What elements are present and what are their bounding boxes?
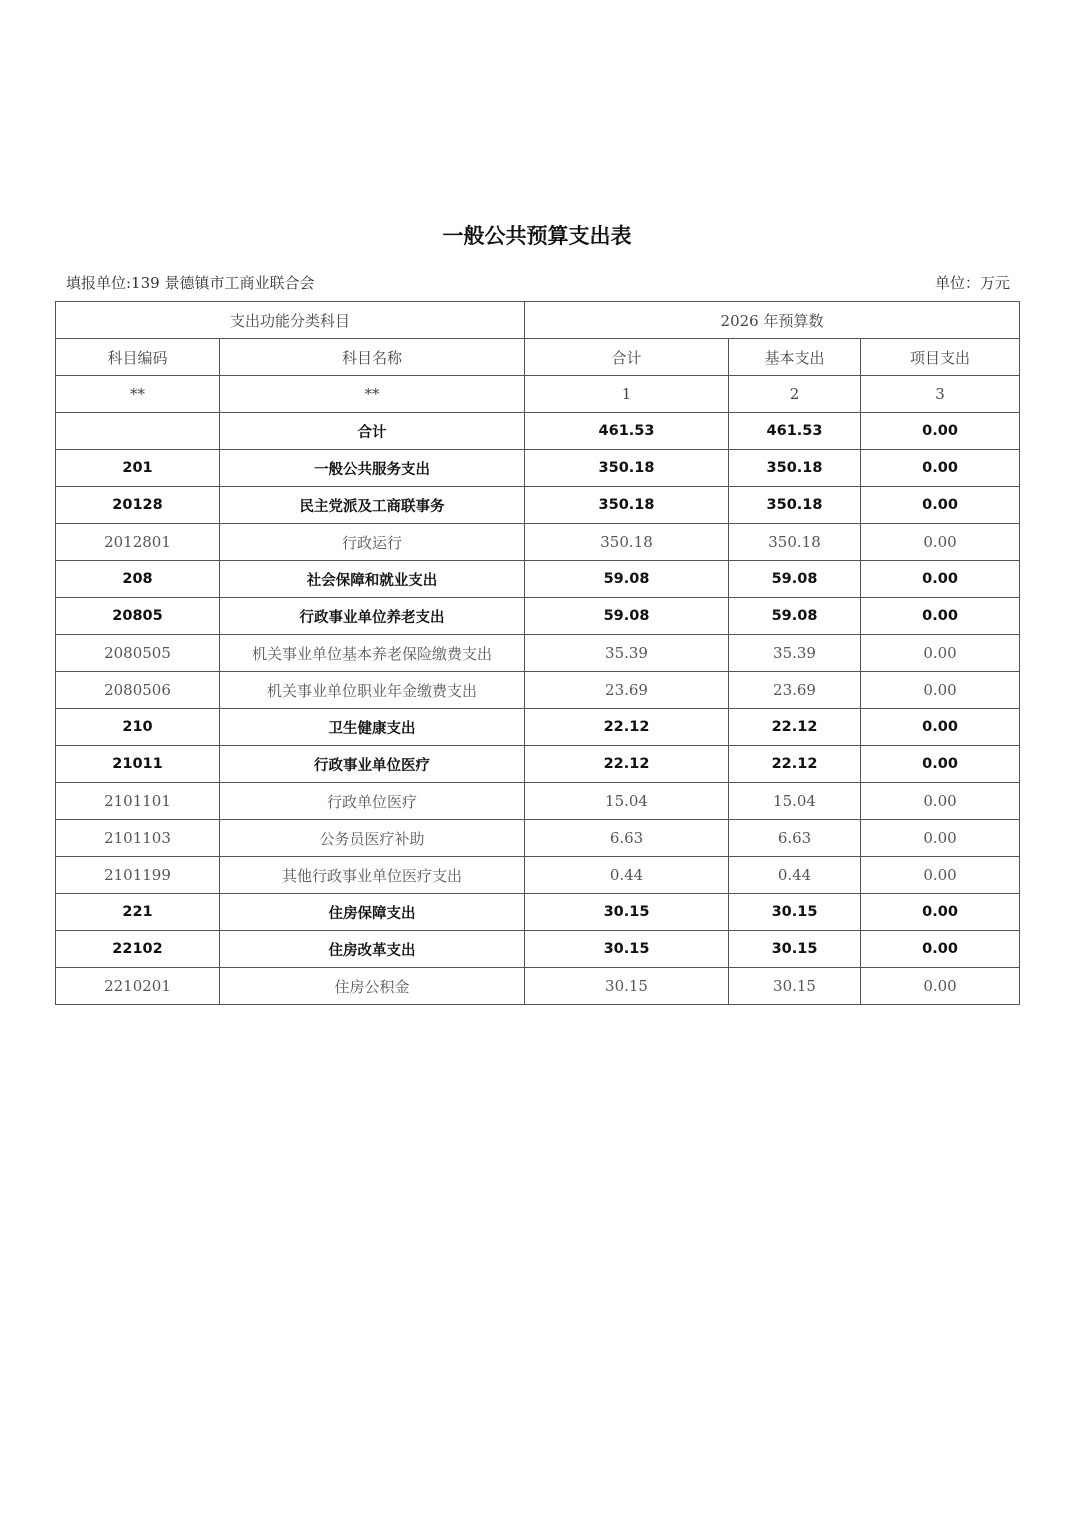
cell-project: 0.00 <box>861 450 1020 487</box>
cell-basic: 15.04 <box>729 783 861 820</box>
cell-name: 行政事业单位医疗 <box>220 746 525 783</box>
cell-total: 35.39 <box>525 635 729 672</box>
cell-name: 行政运行 <box>220 524 525 561</box>
cell-code <box>56 413 220 450</box>
cell-basic: 35.39 <box>729 635 861 672</box>
cell-code: 20128 <box>56 487 220 524</box>
header-total: 合计 <box>525 339 729 376</box>
cell-basic: 30.15 <box>729 968 861 1005</box>
cell-basic: 22.12 <box>729 709 861 746</box>
cell-basic: 350.18 <box>729 487 861 524</box>
table-row <box>56 672 1020 709</box>
cell-code: 21011 <box>56 746 220 783</box>
cell-code: 2080505 <box>56 635 220 672</box>
cell-project: 0.00 <box>861 931 1020 968</box>
cell-project: 0.00 <box>861 487 1020 524</box>
index-row <box>56 376 1020 413</box>
header-code: 科目编码 <box>56 339 220 376</box>
cell-basic: 23.69 <box>729 672 861 709</box>
cell-total: 30.15 <box>525 894 729 931</box>
cell-total: 23.69 <box>525 672 729 709</box>
cell-basic: 350.18 <box>729 524 861 561</box>
table-row <box>56 931 1020 968</box>
cell-name: 行政单位医疗 <box>220 783 525 820</box>
table-row <box>56 968 1020 1005</box>
cell-project: 0.00 <box>861 672 1020 709</box>
index-cell: 1 <box>525 376 729 413</box>
cell-code: 2012801 <box>56 524 220 561</box>
cell-project: 0.00 <box>861 746 1020 783</box>
currency-unit: 单位：万元 <box>934 274 1010 292</box>
cell-basic: 59.08 <box>729 598 861 635</box>
cell-total: 15.04 <box>525 783 729 820</box>
cell-name: 住房公积金 <box>220 968 525 1005</box>
cell-total: 6.63 <box>525 820 729 857</box>
table-row <box>56 487 1020 524</box>
cell-project: 0.00 <box>861 561 1020 598</box>
cell-code: 2080506 <box>56 672 220 709</box>
cell-name: 一般公共服务支出 <box>220 450 525 487</box>
cell-name: 社会保障和就业支出 <box>220 561 525 598</box>
table-row <box>56 450 1020 487</box>
cell-project: 0.00 <box>861 783 1020 820</box>
cell-basic: 30.15 <box>729 894 861 931</box>
cell-project: 0.00 <box>861 524 1020 561</box>
cell-name: 机关事业单位基本养老保险缴费支出 <box>220 635 525 672</box>
cell-basic: 6.63 <box>729 820 861 857</box>
cell-project: 0.00 <box>861 820 1020 857</box>
cell-basic: 461.53 <box>729 413 861 450</box>
cell-project: 0.00 <box>861 857 1020 894</box>
header-basic: 基本支出 <box>729 339 861 376</box>
cell-total: 30.15 <box>525 931 729 968</box>
page-title: 一般公共预算支出表 <box>442 224 632 248</box>
header-name: 科目名称 <box>220 339 525 376</box>
cell-project: 0.00 <box>861 894 1020 931</box>
cell-total: 350.18 <box>525 450 729 487</box>
index-cell: ** <box>220 376 525 413</box>
cell-total: 350.18 <box>525 524 729 561</box>
header-column-row <box>56 339 1020 376</box>
cell-total: 22.12 <box>525 709 729 746</box>
cell-code: 210 <box>56 709 220 746</box>
table-row <box>56 746 1020 783</box>
cell-code: 22102 <box>56 931 220 968</box>
cell-name: 其他行政事业单位医疗支出 <box>220 857 525 894</box>
cell-code: 2101101 <box>56 783 220 820</box>
table-row <box>56 635 1020 672</box>
cell-project: 0.00 <box>861 413 1020 450</box>
table-row <box>56 783 1020 820</box>
cell-code: 2101199 <box>56 857 220 894</box>
cell-total: 59.08 <box>525 598 729 635</box>
cell-name: 机关事业单位职业年金缴费支出 <box>220 672 525 709</box>
cell-project: 0.00 <box>861 598 1020 635</box>
table-row <box>56 561 1020 598</box>
cell-name: 卫生健康支出 <box>220 709 525 746</box>
cell-code: 2101103 <box>56 820 220 857</box>
cell-basic: 22.12 <box>729 746 861 783</box>
index-cell: 3 <box>861 376 1020 413</box>
cell-project: 0.00 <box>861 635 1020 672</box>
cell-basic: 0.44 <box>729 857 861 894</box>
reporting-unit: 填报单位:139 景德镇市工商业联合会 <box>66 274 315 292</box>
cell-project: 0.00 <box>861 709 1020 746</box>
cell-code: 201 <box>56 450 220 487</box>
cell-name: 住房保障支出 <box>220 894 525 931</box>
index-cell: 2 <box>729 376 861 413</box>
cell-name: 民主党派及工商联事务 <box>220 487 525 524</box>
cell-code: 20805 <box>56 598 220 635</box>
cell-basic: 59.08 <box>729 561 861 598</box>
table-row <box>56 820 1020 857</box>
cell-basic: 350.18 <box>729 450 861 487</box>
cell-total: 59.08 <box>525 561 729 598</box>
table-row <box>56 413 1020 450</box>
cell-name: 合计 <box>220 413 525 450</box>
cell-total: 22.12 <box>525 746 729 783</box>
table-row <box>56 894 1020 931</box>
cell-name: 公务员医疗补助 <box>220 820 525 857</box>
cell-code: 208 <box>56 561 220 598</box>
cell-total: 30.15 <box>525 968 729 1005</box>
cell-code: 221 <box>56 894 220 931</box>
cell-code: 2210201 <box>56 968 220 1005</box>
table-row <box>56 598 1020 635</box>
header-project: 项目支出 <box>861 339 1020 376</box>
index-cell: ** <box>56 376 220 413</box>
table-row <box>56 524 1020 561</box>
table-body <box>56 413 1020 1005</box>
cell-total: 0.44 <box>525 857 729 894</box>
header-group-row <box>56 302 1020 339</box>
header-functional-classification: 支出功能分类科目 <box>56 302 525 339</box>
report-meta <box>66 272 1010 293</box>
budget-table <box>55 301 1020 1005</box>
cell-name: 行政事业单位养老支出 <box>220 598 525 635</box>
cell-basic: 30.15 <box>729 931 861 968</box>
cell-total: 350.18 <box>525 487 729 524</box>
table-row <box>56 709 1020 746</box>
cell-project: 0.00 <box>861 968 1020 1005</box>
cell-name: 住房改革支出 <box>220 931 525 968</box>
header-budget-year: 2026 年预算数 <box>525 302 1020 339</box>
cell-total: 461.53 <box>525 413 729 450</box>
table-row <box>56 857 1020 894</box>
